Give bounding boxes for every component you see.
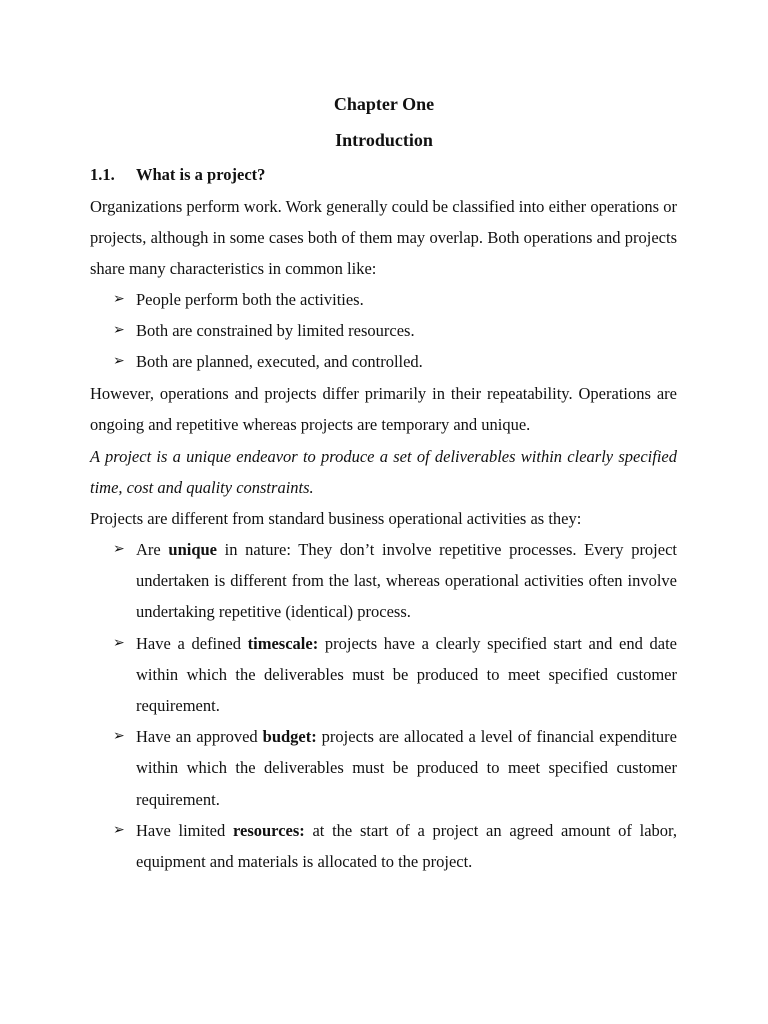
- arrow-bullet-icon: ➢: [113, 322, 125, 339]
- list-item-text: Both are planned, executed, and controlled.: [136, 352, 423, 372]
- trait-text-after: projects are allocated a level of financial expenditure within which the deliverables must be produced to meet specified customer requirement.: [136, 727, 678, 809]
- chapter-title: Chapter One: [333, 94, 435, 114]
- list-item-text: Both are constrained by limited resources.: [136, 321, 415, 341]
- paragraph-operations-projects: Organizations perform work. Work generally could be classified into either operations or projects, although in some cases both of them may overlap. Both operations and projects share many characteristics in common like:: [90, 197, 677, 279]
- project-traits-list: [113, 534, 677, 877]
- trait-text-after: at the start of a project an agreed amount of labor, equipment and materials is allocated to the project.: [136, 820, 677, 872]
- list-item: [113, 534, 677, 628]
- section-heading: [90, 165, 265, 185]
- paragraph-project-differences: Projects are different from standard business operational activities as they:: [90, 509, 582, 528]
- list-item: [113, 315, 673, 346]
- section-title: What is a project?: [136, 165, 266, 184]
- trait-text-before: Are: [136, 540, 169, 559]
- arrow-bullet-icon: ➢: [113, 728, 125, 745]
- paragraph-repeatability: However, operations and projects differ primarily in their repeatability. Operations are ongoing and repetitive whereas projects are temporary and unique.: [90, 384, 677, 435]
- list-item: [113, 815, 677, 877]
- trait-text-before: Have limited: [136, 820, 233, 840]
- list-item: [113, 721, 677, 815]
- section-number: 1.1.: [90, 165, 115, 184]
- arrow-bullet-icon: ➢: [113, 541, 125, 557]
- arrow-bullet-icon: ➢: [113, 634, 125, 651]
- project-definition: A project is a unique endeavor to produce a set of deliverables within clearly specified time, cost and quality constraints.: [90, 447, 677, 498]
- list-item: [113, 284, 673, 315]
- trait-text-before: Have an approved: [136, 727, 263, 747]
- arrow-bullet-icon: ➢: [113, 821, 125, 838]
- trait-text-after: projects have a clearly specified start and end date within which the deliverables must be produced to meet specified customer requirement.: [136, 633, 677, 716]
- trait-keyword: budget:: [262, 727, 317, 747]
- arrow-bullet-icon: ➢: [113, 353, 125, 370]
- trait-text-after: in nature: They don’t involve repetitive processes. Every project undertaken is different from the last, whereas operational activities often involve undertaking repetitive (identical) process.: [136, 540, 677, 622]
- chapter-subtitle: Introduction: [335, 130, 433, 150]
- trait-keyword: timescale:: [247, 633, 319, 653]
- trait-keyword: unique: [168, 540, 218, 559]
- arrow-bullet-icon: ➢: [113, 291, 125, 307]
- list-item: [113, 628, 677, 722]
- trait-text-before: Have a defined: [136, 633, 248, 653]
- trait-keyword: resources:: [232, 820, 305, 840]
- list-item-text: People perform both the activities.: [136, 290, 364, 309]
- list-item: [113, 346, 673, 377]
- common-characteristics-list: [113, 284, 673, 378]
